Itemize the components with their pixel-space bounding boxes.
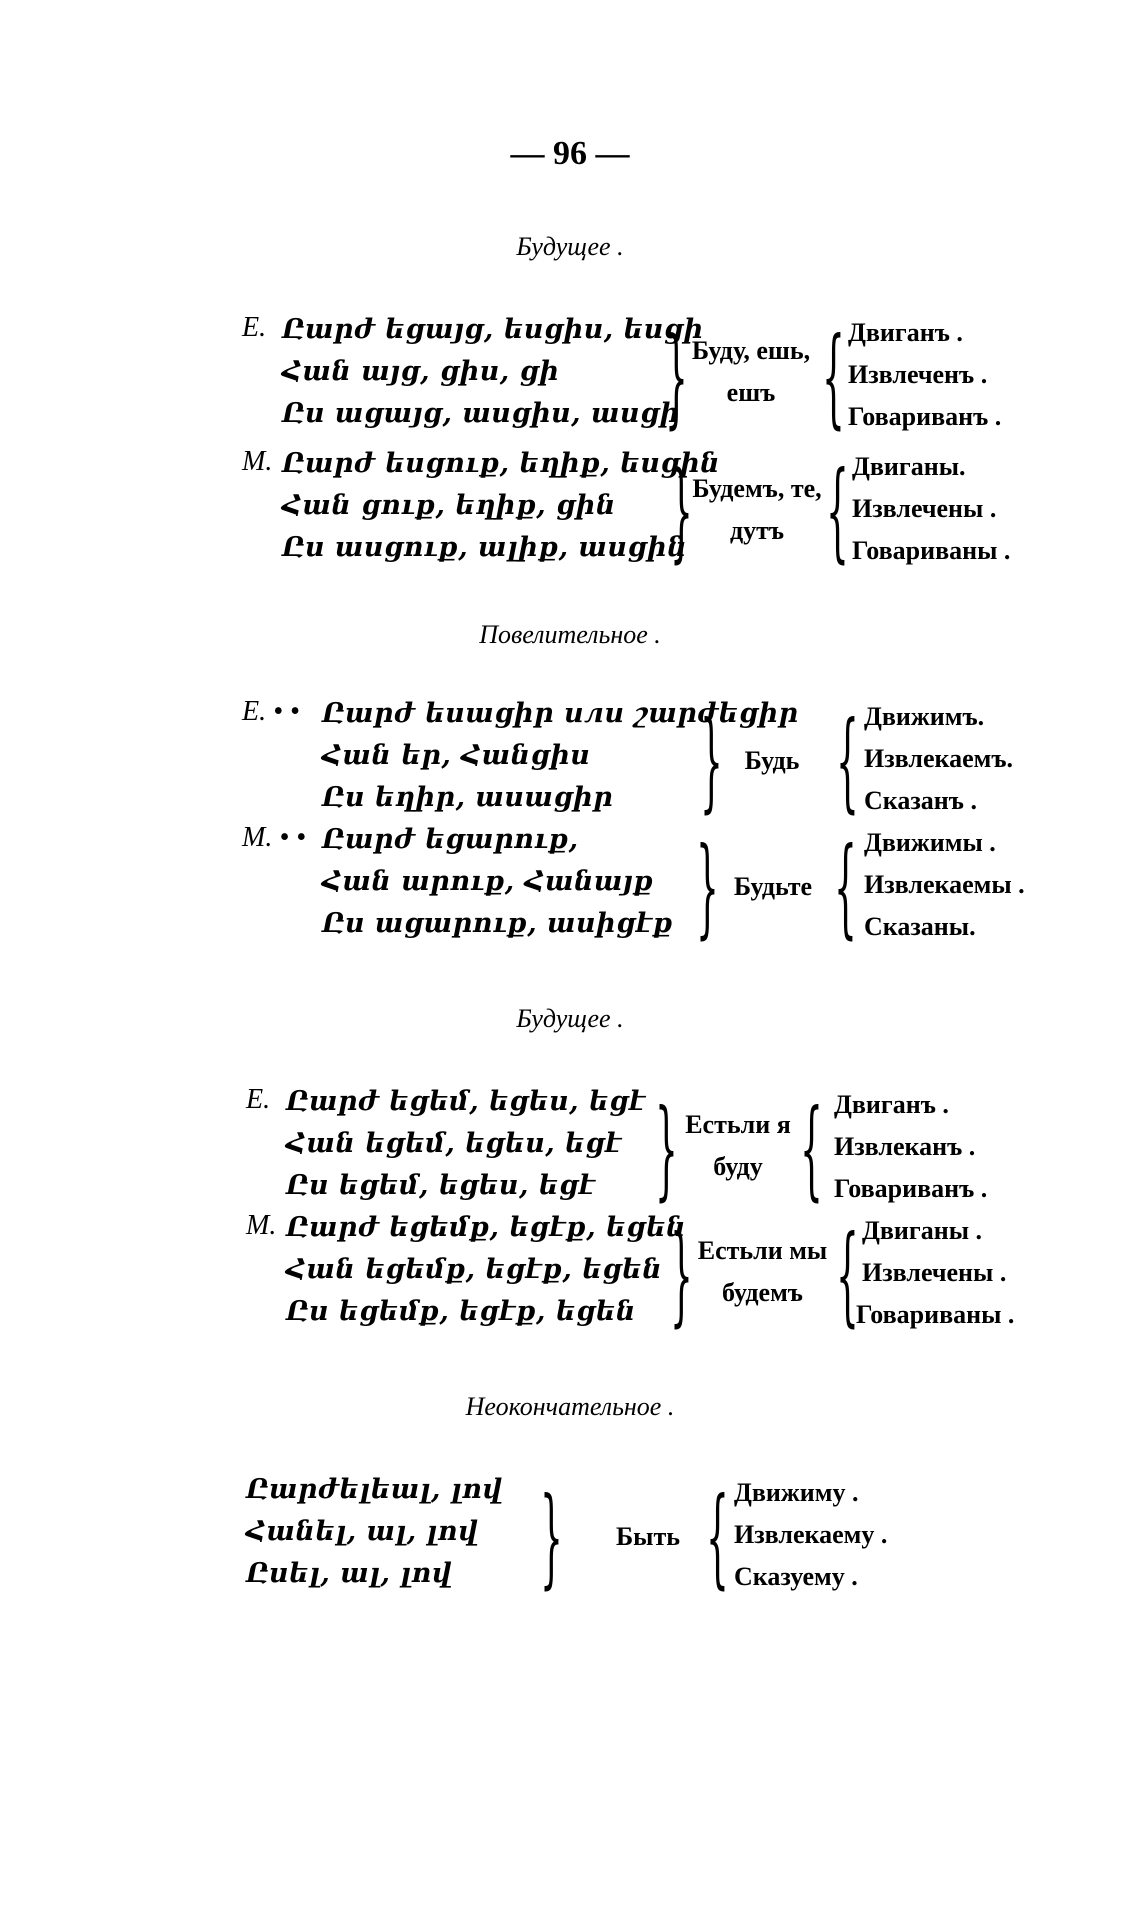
middle-translation: Быть [615, 1522, 680, 1551]
russian-row: Говариванъ . [834, 1174, 988, 1203]
prefix-plural: М. [246, 1210, 277, 1241]
russian-row: Говариванъ . [848, 402, 1002, 431]
brace: } [670, 1216, 693, 1339]
armenian-row: Ըարժելեալ, լով [246, 1474, 503, 1505]
armenian-row: Ըս եցեմք, եցէք, եցեն [286, 1296, 636, 1327]
section-title-imperative: Повелительное . [479, 620, 661, 649]
section-title-infinitive: Неокончательное . [465, 1392, 675, 1421]
brace: { [822, 318, 845, 441]
russian-row: Извлекаемъ. [864, 744, 1013, 773]
russian-row: Сказуему . [734, 1562, 858, 1591]
brace: } [700, 702, 723, 825]
brace: } [696, 828, 719, 951]
middle-translation: Буду, ешь, ешъ [691, 336, 811, 407]
armenian-row: Ըս ացայց, ասցիս, ասցի [282, 398, 680, 429]
brace: { [836, 1216, 859, 1339]
russian-row: Говариваны . [856, 1300, 1015, 1329]
armenian-row: Ըարժ եցայց, եսցիս, եսցի [282, 314, 704, 345]
armenian-row: Հան եցեմ, եցես, եցէ [286, 1128, 622, 1159]
brace: { [836, 702, 859, 825]
russian-row: Извлечены . [862, 1258, 1007, 1287]
armenian-row: Ըարժ եսացիր или շարժեցիր [322, 698, 799, 729]
brace: { [706, 1478, 729, 1601]
page-number: — 96 — [510, 135, 630, 172]
middle-translation: Естьли мы будемъ [697, 1236, 828, 1307]
russian-row: Извлекаемы . [864, 870, 1025, 899]
armenian-row: Հան այց, ցիս, ցի [282, 356, 560, 387]
russian-row: Извлеканъ . [834, 1132, 976, 1161]
russian-row: Сказанъ . [864, 786, 977, 815]
russian-row: Извлеченъ . [848, 360, 988, 389]
armenian-row: Հան եցեմք, եցէք, եցեն [286, 1254, 663, 1285]
armenian-row: Ըարժ եցարուք, [322, 824, 579, 855]
armenian-row: Հանել, ալ, լով [246, 1516, 479, 1547]
middle-translation: Будьте [733, 872, 813, 901]
russian-row: Движимы . [864, 828, 996, 857]
russian-row: Двиганъ . [834, 1090, 949, 1119]
russian-row: Движимъ. [864, 702, 985, 731]
armenian-row: Ըարժ եցեմ, եցես, եցէ [286, 1086, 646, 1117]
armenian-row: Ըարժ եցեմք, եցէք, եցեն [286, 1212, 687, 1243]
prefix-singular: Е. [242, 312, 267, 343]
brace: } [670, 452, 693, 575]
prefix-singular: Е. [246, 1084, 271, 1115]
brace: { [800, 1090, 823, 1213]
brace: } [540, 1478, 563, 1601]
brace: } [665, 318, 688, 441]
russian-row: Двиганы . [862, 1216, 982, 1245]
prefix-singular: Е. • • [242, 696, 300, 727]
section-title-future-2: Будущее . [516, 1004, 624, 1033]
armenian-row: Հան ցուք, եղիք, ցին [282, 490, 616, 521]
armenian-row: Հան եր, Հանցիս [322, 740, 591, 771]
armenian-row: Ըս եղիր, ասացիր [322, 782, 614, 813]
prefix-plural: М. • • [242, 822, 306, 853]
russian-row: Двиганы. [852, 452, 966, 481]
armenian-row: Հան արուք, Հանայք [322, 866, 654, 897]
section-title-future: Будущее . [516, 232, 624, 261]
armenian-row: Ըս ացարուք, ասիցէք [322, 908, 673, 939]
russian-row: Извлекаему . [734, 1520, 888, 1549]
russian-row: Движиму . [734, 1478, 859, 1507]
armenian-row: Ըս ասցուք, ալիք, ասցին [282, 532, 688, 563]
middle-translation: Будь [744, 746, 800, 775]
russian-row: Извлечены . [852, 494, 997, 523]
brace: } [655, 1090, 678, 1213]
brace: { [826, 452, 849, 575]
russian-row: Двиганъ . [848, 318, 963, 347]
armenian-row: Ըս եցեմ, եցես, եցէ [286, 1170, 596, 1201]
prefix-plural: М. [242, 446, 273, 477]
armenian-row: Ըարժ եսցուք, եղիք, եսցին [282, 448, 721, 479]
russian-row: Сказаны. [864, 912, 976, 941]
middle-translation: Будемъ, те, дутъ [692, 474, 822, 545]
russian-row: Говариваны . [852, 536, 1011, 565]
brace: { [834, 828, 857, 951]
armenian-row: Ըսել, ալ, լով [246, 1558, 452, 1589]
middle-translation: Естьли я буду [685, 1110, 791, 1181]
